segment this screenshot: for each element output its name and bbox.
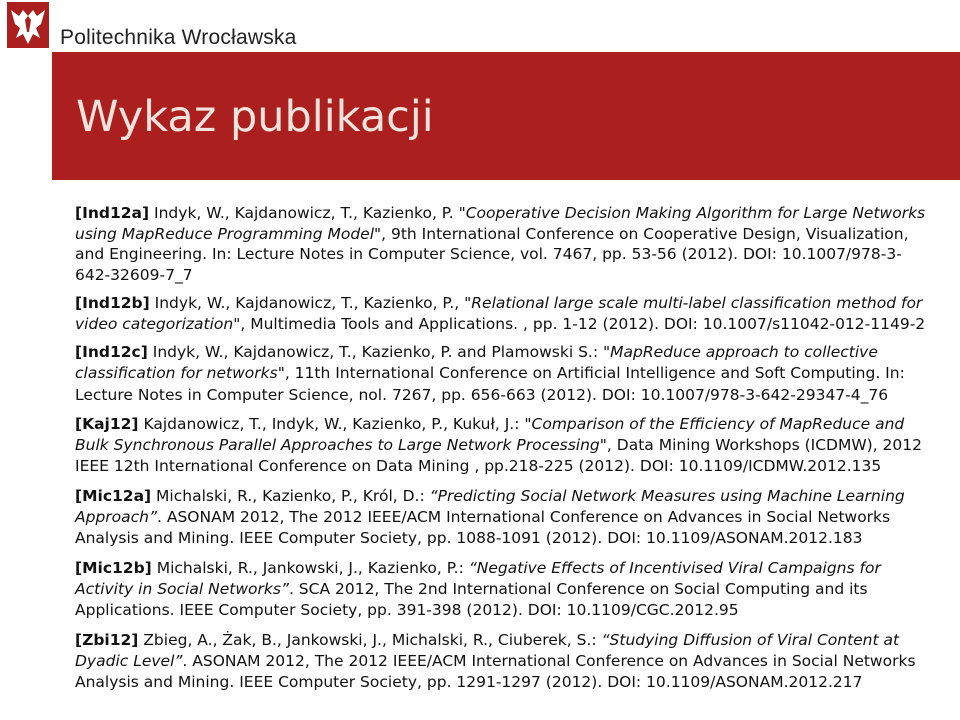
publication-ref: [Kaj12] [75, 414, 139, 433]
publication-details: . ASONAM 2012, The 2012 IEEE/ACM International Conference on Advances in Social Networks Analysis and Mining. IEEE Computer Society, pp. 1088-1091 (2012). DOI: 10.1109/ASONAM.2012.183 [75, 508, 891, 548]
publication-ref: [Mic12b] [75, 558, 152, 577]
eagle-shield-icon [7, 2, 49, 48]
publication-details: , 11th International Conference on Artificial Intelligence and Soft Computing. In: Lecture Notes in Computer Science, nol. 7267, pp. 656-663 (2012). DOI: 10.1007/978-3-642-29347-4_76 [75, 364, 905, 404]
publication-details: , Multimedia Tools and Applications. , pp. 1-12 (2012). DOI: 10.1007/s11042-012-1149-2 [240, 314, 926, 333]
publication-authors: Zbieg, A., Żak, B., Jankowski, J., Michalski, R., Ciuberek, S.: [138, 630, 602, 649]
publication-item [75, 414, 935, 478]
publication-item [75, 630, 935, 694]
publication-ref: [Zbi12] [75, 630, 139, 649]
publication-authors: Indyk, W., Kajdanowicz, T., Kazienko, P., [149, 294, 465, 312]
publication-authors: Indyk, W., Kajdanowicz, T., Kazienko, P. and Plamowski S.: [147, 343, 604, 361]
publication-details: . ASONAM 2012, The 2012 IEEE/ACM International Conference on Advances in Social Networks Analysis and Mining. IEEE Computer Society, pp. 1291-1297 (2012). DOI: 10.1109/ASONAM.2012.217 [75, 651, 916, 692]
university-name: Politechnika Wrocławska [60, 26, 297, 49]
publication-item [75, 342, 935, 406]
banner-left-margin [0, 52, 52, 180]
publication-title: "Cooperative Decision Making Algorithm for Large Networks using MapReduce Programming Model" [75, 204, 926, 243]
header [0, 0, 960, 52]
publication-details: . SCA 2012, The 2nd International Conference on Social Computing and its Applications. IEEE Computer Society, pp. 391-398 (2012). DOI: 10.1109/CGC.2012.95 [75, 579, 868, 620]
publication-item [75, 293, 935, 334]
slide-title: Wykaz publikacji [76, 92, 434, 142]
publication-authors: Michalski, R., Jankowski, J., Kazienko, P.: [151, 558, 469, 577]
publication-authors: Kajdanowicz, T., Indyk, W., Kazienko, P., Kukuł, J.: [138, 414, 525, 433]
publication-title: “Studying Diffusion of Viral Content at Dyadic Level” [75, 630, 900, 670]
publication-details: , 9th International Conference on Cooperative Design, Visualization, and Engineering. In: Lecture Notes in Computer Science, vol. 7467, pp. 53-56 (2012). DOI: 10.1007/978-3-642-32609-7_7 [75, 224, 909, 284]
publication-authors: Michalski, R., Kazienko, P., Król, D.: [151, 486, 430, 505]
publication-item [75, 558, 935, 622]
publication-ref: [Mic12a] [75, 486, 152, 505]
publication-details: , Data Mining Workshops (ICDMW), 2012 IEEE 12th International Conference on Data Mining , pp.218-225 (2012). DOI: 10.1109/ICDMW.2012.135 [75, 436, 922, 476]
publication-list [75, 203, 935, 701]
publication-title: "MapReduce approach to collective classification for networks" [75, 343, 878, 383]
publication-authors: Indyk, W., Kajdanowicz, T., Kazienko, P. [149, 204, 459, 222]
publication-item [75, 486, 935, 550]
publication-title: “Predicting Social Network Measures using Machine Learning Approach” [75, 486, 905, 527]
publication-ref: [Ind12a] [75, 204, 150, 222]
publication-item [75, 203, 935, 285]
publication-ref: [Ind12c] [75, 343, 148, 361]
publication-title: "Relational large scale multi-label classification method for video categorization" [75, 294, 923, 333]
publication-title: “Negative Effects of Incentivised Viral Campaigns for Activity in Social Networks” [75, 558, 881, 598]
publication-title: "Comparison of the Efficiency of MapReduce and Bulk Synchronous Parallel Approaches to Large Network Processing" [75, 414, 905, 455]
publication-ref: [Ind12b] [75, 294, 150, 312]
